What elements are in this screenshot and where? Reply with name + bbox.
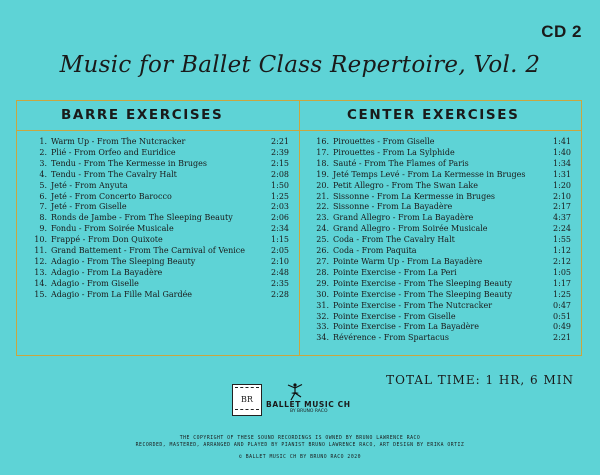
track-duration: 2:05 — [271, 246, 289, 256]
track-duration: 1:41 — [553, 137, 571, 146]
track-duration: 1:05 — [553, 267, 571, 277]
track-row — [309, 213, 571, 224]
track-number: 17. — [316, 147, 329, 157]
track-number: 28. — [316, 267, 329, 277]
track-duration: 1:15 — [271, 235, 289, 245]
track-number: 24. — [316, 224, 329, 234]
film-logo-icon — [232, 384, 262, 416]
track-row — [27, 213, 289, 224]
track-number: 14. — [34, 278, 47, 288]
track-title — [309, 170, 545, 181]
track-number: 5. — [39, 180, 47, 190]
track-duration: 2:48 — [271, 267, 289, 277]
track-number: 8. — [39, 213, 47, 223]
track-duration: 1:40 — [553, 147, 571, 157]
track-title — [309, 159, 545, 170]
track-number: 12. — [34, 256, 47, 266]
track-number: 22. — [316, 202, 329, 212]
track-title — [27, 279, 263, 290]
track-number: 34. — [316, 333, 329, 343]
track-row — [309, 202, 571, 213]
track-row — [309, 268, 571, 279]
track-duration: 1:50 — [271, 180, 289, 190]
track-name: Jeté - From Giselle — [51, 202, 127, 212]
ballerina-icon — [284, 382, 306, 402]
center-track-list — [309, 137, 571, 344]
tracklist-panel — [16, 100, 582, 356]
track-name: Fondu - From Soirée Musicale — [51, 224, 174, 234]
track-title — [309, 202, 545, 213]
track-title — [309, 290, 545, 301]
track-name: Ronds de Jambe - From The Sleeping Beauty — [51, 213, 233, 223]
track-row — [309, 301, 571, 312]
track-name: Jeté - From Concerto Barocco — [51, 191, 172, 201]
track-duration: 1:20 — [553, 180, 571, 190]
track-number: 15. — [34, 289, 47, 299]
track-name: Pointe Exercise - From La Bayadère — [333, 322, 479, 332]
track-title — [27, 192, 263, 203]
track-row — [309, 235, 571, 246]
track-duration: 1:12 — [553, 246, 571, 256]
track-name: Petit Allegro - From The Swan Lake — [333, 180, 479, 190]
center-heading: CENTER EXERCISES — [347, 107, 520, 123]
track-title — [27, 148, 263, 159]
track-duration: 2:21 — [553, 333, 571, 343]
track-duration: 2:10 — [553, 191, 571, 201]
track-number: 10. — [34, 235, 47, 245]
track-title — [309, 257, 545, 268]
track-row — [27, 257, 289, 268]
track-duration: 2:03 — [271, 202, 289, 212]
track-number: 19. — [316, 169, 329, 179]
track-title — [309, 301, 545, 312]
track-number: 4. — [39, 169, 47, 179]
track-row — [309, 246, 571, 257]
track-row — [309, 257, 571, 268]
track-title — [27, 268, 263, 279]
track-title — [309, 148, 545, 159]
track-name: Jeté - From Anyuta — [51, 180, 128, 190]
track-row — [309, 181, 571, 192]
track-row — [27, 170, 289, 181]
track-title — [309, 333, 545, 344]
copyright-line: THE COPYRIGHT OF THESE SOUND RECORDINGS IS OWNED BY BRUNO LAWRENCE RACO — [179, 436, 421, 441]
track-number: 20. — [316, 180, 329, 190]
track-duration: 1:25 — [553, 289, 571, 299]
track-duration: 2:10 — [271, 256, 289, 266]
track-duration: 0:47 — [553, 300, 571, 310]
track-row — [309, 137, 571, 148]
credits-line: RECORDED, MASTERED, ARRANGED AND PLAYED BY PIANIST BRUNO LAWRENCE RACO, ART DESIGN BY ERIKA ORTIZ — [135, 443, 465, 448]
track-duration: 2:39 — [271, 147, 289, 157]
header-divider — [17, 130, 581, 131]
track-row — [309, 224, 571, 235]
track-duration: 1:34 — [553, 158, 571, 168]
track-row — [27, 224, 289, 235]
track-row — [27, 290, 289, 301]
track-title — [309, 235, 545, 246]
track-name: Plié - From Orfeo and Euridice — [51, 147, 176, 157]
track-title — [27, 290, 263, 301]
track-title — [27, 246, 263, 257]
track-number: 13. — [34, 267, 47, 277]
track-title — [27, 202, 263, 213]
track-number: 6. — [39, 191, 47, 201]
track-row — [27, 235, 289, 246]
track-number: 18. — [316, 158, 329, 168]
track-name: Sauté - From The Flames of Paris — [333, 158, 469, 168]
track-row — [309, 148, 571, 159]
track-name: Grand Battement - From The Carnival of Venice — [51, 246, 246, 256]
track-title — [27, 181, 263, 192]
track-name: Pointe Exercise - From The Sleeping Beauty — [333, 278, 513, 288]
cd-label: CD 2 — [541, 22, 582, 41]
brand-subtitle: BY BRUNO RACO — [290, 409, 328, 414]
track-duration: 1:17 — [553, 278, 571, 288]
track-duration: 0:51 — [553, 311, 571, 321]
track-title — [27, 213, 263, 224]
track-row — [309, 290, 571, 301]
track-row — [309, 159, 571, 170]
track-name: Pirouettes - From La Sylphide — [333, 147, 455, 157]
track-name: Adagio - From La Fille Mal Gardée — [51, 289, 193, 299]
track-name: Adagio - From Giselle — [51, 278, 139, 288]
track-title — [309, 322, 545, 333]
track-number: 23. — [316, 213, 329, 223]
brand-name: BALLET MUSIC CH — [266, 400, 351, 409]
track-name: Pointe Exercise - From The Sleeping Beauty — [333, 289, 513, 299]
track-row — [27, 181, 289, 192]
track-duration: 2:21 — [271, 137, 289, 146]
track-row — [27, 246, 289, 257]
barre-heading: BARRE EXERCISES — [61, 107, 224, 123]
track-row — [309, 279, 571, 290]
track-name: Pointe Exercise - From La Peri — [333, 267, 457, 277]
track-duration: 2:28 — [271, 289, 289, 299]
track-name: Adagio - From The Sleeping Beauty — [51, 256, 196, 266]
track-name: Coda - From Paquita — [333, 246, 417, 256]
track-title — [309, 181, 545, 192]
track-number: 25. — [316, 235, 329, 245]
track-title — [27, 137, 263, 148]
track-name: Adagio - From La Bayadère — [51, 267, 163, 277]
track-duration: 4:37 — [553, 213, 571, 223]
album-title: Music for Ballet Class Repertoire, Vol. 2 — [59, 52, 541, 78]
track-number: 3. — [39, 158, 47, 168]
track-number: 21. — [316, 191, 329, 201]
track-name: Sissonne - From La Kermesse in Bruges — [333, 191, 496, 201]
track-number: 31. — [316, 300, 329, 310]
track-row — [309, 312, 571, 323]
track-title — [309, 268, 545, 279]
brand-logo — [232, 382, 372, 422]
track-duration: 0:49 — [553, 322, 571, 332]
track-row — [27, 268, 289, 279]
track-name: Tendu - From The Kermesse in Bruges — [51, 158, 207, 168]
track-row — [27, 148, 289, 159]
copyright-mark: © BALLET MUSIC CH BY BRUNO RACO 2020 — [239, 455, 361, 460]
track-number: 29. — [316, 278, 329, 288]
track-title — [309, 192, 545, 203]
track-name: Pirouettes - From Giselle — [333, 137, 435, 146]
barre-track-list — [27, 137, 289, 301]
track-row — [27, 159, 289, 170]
track-row — [27, 279, 289, 290]
total-time: TOTAL TIME: 1 HR, 6 MIN — [386, 373, 574, 387]
track-title — [309, 312, 545, 323]
track-number: 27. — [316, 256, 329, 266]
track-row — [309, 322, 571, 333]
track-title — [27, 170, 263, 181]
track-duration: 2:08 — [271, 169, 289, 179]
track-row — [27, 137, 289, 148]
track-duration: 1:25 — [271, 191, 289, 201]
track-number: 7. — [39, 202, 47, 212]
track-number: 33. — [316, 322, 329, 332]
track-name: Grand Allegro - From Soirée Musicale — [333, 224, 488, 234]
track-number: 9. — [39, 224, 47, 234]
track-duration: 2:17 — [553, 202, 571, 212]
track-name: Pointe Warm Up - From La Bayadère — [333, 256, 483, 266]
track-number: 11. — [34, 246, 47, 256]
track-number: 1. — [39, 137, 47, 146]
track-name: Sissonne - From La Bayadère — [333, 202, 453, 212]
track-title — [27, 235, 263, 246]
track-duration: 1:55 — [553, 235, 571, 245]
track-duration: 2:35 — [271, 278, 289, 288]
track-number: 2. — [39, 147, 47, 157]
track-row — [27, 202, 289, 213]
track-title — [309, 213, 545, 224]
track-row — [309, 192, 571, 203]
track-title — [27, 257, 263, 268]
track-name: Warm Up - From The Nutcracker — [51, 137, 186, 146]
track-row — [309, 170, 571, 181]
logo-initials: BR — [241, 395, 253, 404]
column-divider — [299, 101, 300, 355]
track-title — [309, 279, 545, 290]
track-duration: 2:34 — [271, 224, 289, 234]
track-name: Révérence - From Spartacus — [333, 333, 449, 343]
track-name: Pointe Exercise - From The Nutcracker — [333, 300, 493, 310]
track-title — [309, 137, 545, 148]
track-row — [309, 333, 571, 344]
track-duration: 1:31 — [553, 169, 571, 179]
track-duration: 2:06 — [271, 213, 289, 223]
track-number: 16. — [316, 137, 329, 146]
track-title — [27, 224, 263, 235]
track-title — [27, 159, 263, 170]
track-name: Grand Allegro - From La Bayadère — [333, 213, 474, 223]
track-number: 30. — [316, 289, 329, 299]
track-name: Pointe Exercise - From Giselle — [333, 311, 456, 321]
track-title — [309, 246, 545, 257]
track-name: Coda - From The Cavalry Halt — [333, 235, 455, 245]
track-name: Tendu - From The Cavalry Halt — [51, 169, 177, 179]
track-name: Jeté Temps Levé - From La Kermesse in Bruges — [333, 169, 526, 179]
track-number: 26. — [316, 246, 329, 256]
track-duration: 2:15 — [271, 158, 289, 168]
track-duration: 2:12 — [553, 256, 571, 266]
track-number: 32. — [316, 311, 329, 321]
track-name: Frappé - From Don Quixote — [51, 235, 163, 245]
track-duration: 2:24 — [553, 224, 571, 234]
track-title — [309, 224, 545, 235]
track-row — [27, 192, 289, 203]
